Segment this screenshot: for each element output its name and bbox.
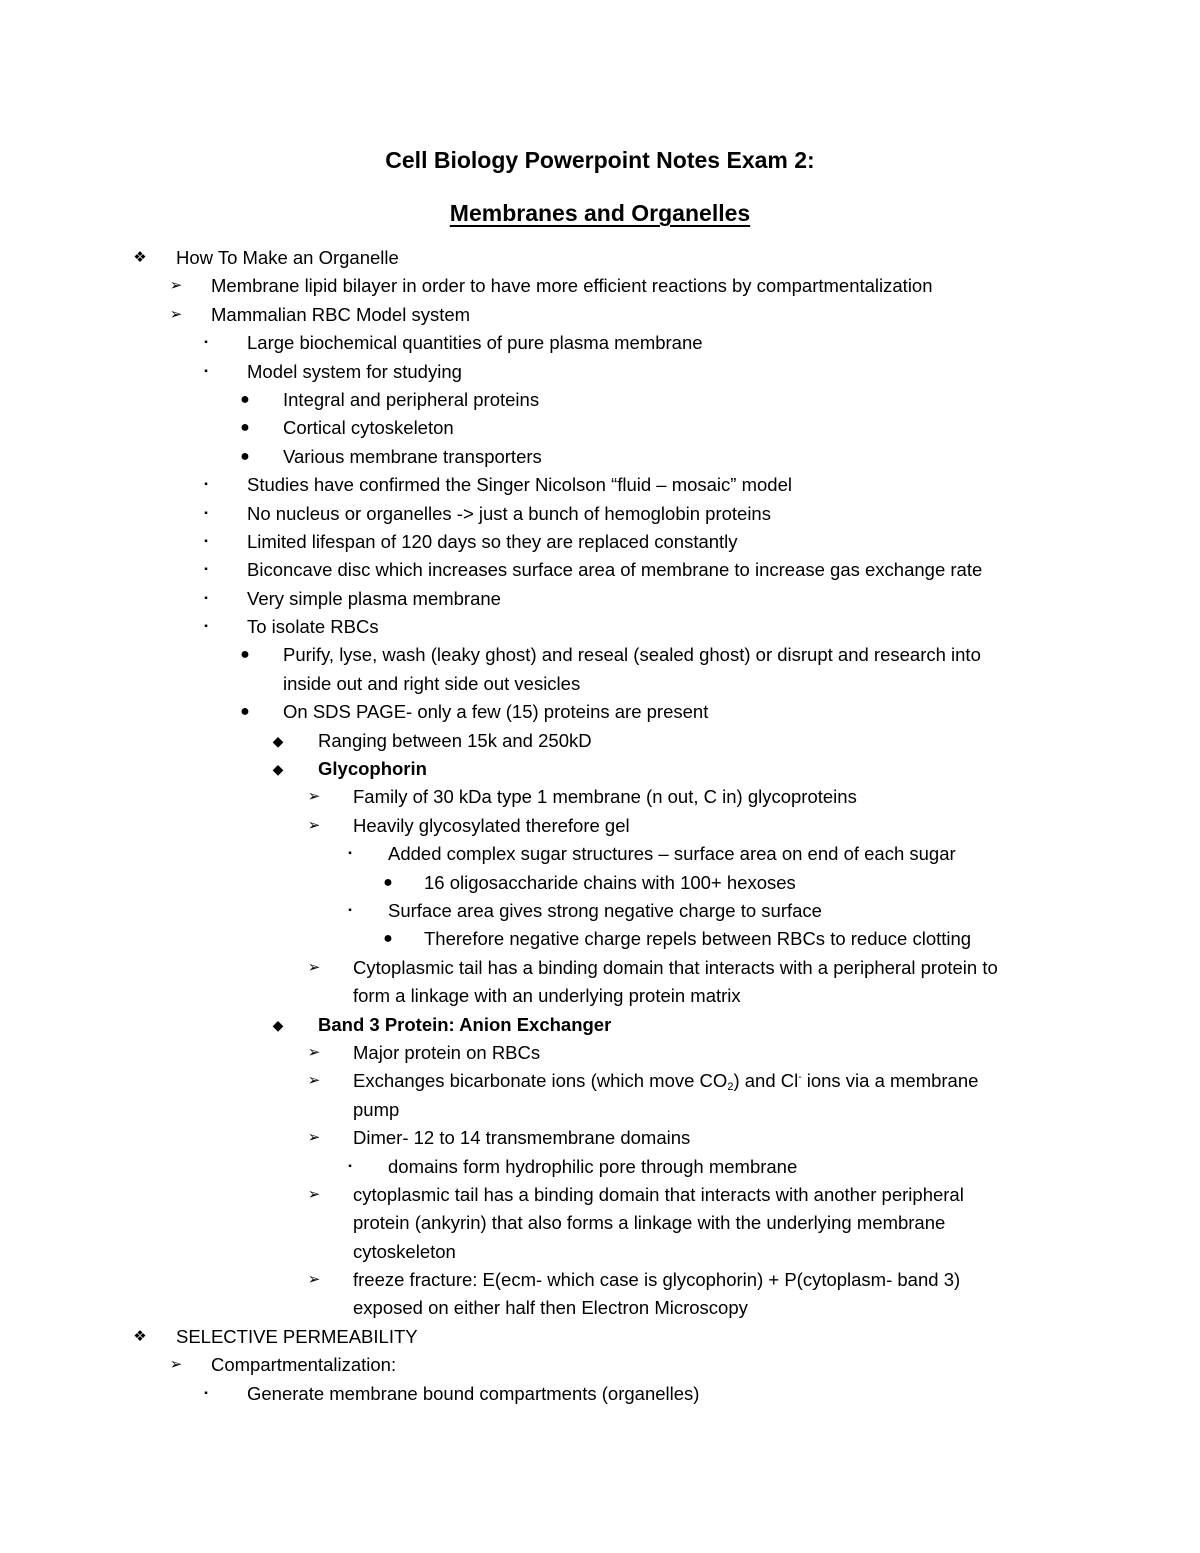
square-bullet-icon: ▪ — [204, 564, 208, 576]
outline-text: Family of 30 kDa type 1 membrane (n out, C in) glycoproteins — [353, 786, 857, 808]
dot-bullet-icon: ● — [240, 646, 250, 664]
subtitle-text: Membranes and Organelles — [449, 200, 751, 226]
outline-text: Added complex sugar structures – surface area on end of each sugar — [388, 843, 956, 865]
notes-outline — [0, 244, 1200, 1408]
outline-text: Integral and peripheral proteins — [283, 388, 540, 410]
arrow-bullet-icon: ➢ — [307, 1129, 321, 1147]
outline-line — [0, 1351, 1200, 1379]
dot-bullet-icon: ● — [240, 419, 250, 437]
diamond-bullet-icon: ❖ — [133, 249, 147, 266]
outline-line — [0, 812, 1200, 840]
diamond-small-bullet-icon: ◆ — [272, 732, 284, 749]
outline-text: Heavily glycosylated therefore gel — [353, 814, 630, 836]
square-bullet-icon: ▪ — [348, 848, 352, 860]
outline-text: exposed on either half then Electron Microscopy — [353, 1297, 748, 1319]
outline-text: Mammalian RBC Model system — [211, 303, 471, 325]
dot-bullet-icon: ● — [240, 703, 250, 721]
outline-line — [0, 500, 1200, 528]
arrow-bullet-icon: ➢ — [169, 277, 183, 295]
outline-text: Surface area gives strong negative charge to surface — [388, 899, 822, 921]
outline-line — [0, 1294, 1200, 1322]
outline-line — [0, 1181, 1200, 1209]
outline-text: SELECTIVE PERMEABILITY — [176, 1325, 418, 1347]
outline-text: protein (ankyrin) that also forms a linkage with the underlying membrane — [353, 1212, 946, 1234]
outline-line — [0, 301, 1200, 329]
arrow-bullet-icon: ➢ — [307, 1072, 321, 1090]
outline-text: Cortical cytoskeleton — [283, 417, 454, 439]
outline-line — [0, 528, 1200, 556]
outline-text: freeze fracture: E(ecm- which case is glycophorin) + P(cytoplasm- band 3) — [353, 1269, 961, 1291]
outline-text: Various membrane transporters — [283, 445, 542, 467]
arrow-bullet-icon: ➢ — [169, 1356, 183, 1374]
arrow-bullet-icon: ➢ — [307, 1043, 321, 1061]
outline-line — [0, 244, 1200, 272]
outline-text: form a linkage with an underlying protein matrix — [353, 985, 741, 1007]
square-bullet-icon: ▪ — [348, 1160, 352, 1172]
outline-line — [0, 471, 1200, 499]
arrow-bullet-icon: ➢ — [307, 1185, 321, 1203]
outline-text: How To Make an Organelle — [176, 247, 399, 268]
square-bullet-icon: ▪ — [204, 535, 208, 547]
outline-text: Limited lifespan of 120 days so they are replaced constantly — [247, 530, 738, 552]
outline-text: On SDS PAGE- only a few (15) proteins are present — [283, 701, 709, 723]
outline-line — [0, 1011, 1200, 1039]
dot-bullet-icon: ● — [383, 930, 393, 948]
arrow-bullet-icon: ➢ — [307, 788, 321, 806]
square-bullet-icon: ▪ — [204, 507, 208, 519]
outline-line — [0, 556, 1200, 584]
outline-line — [0, 925, 1200, 953]
square-bullet-icon: ▪ — [204, 592, 208, 604]
square-bullet-icon: ▪ — [204, 621, 208, 633]
outline-text: Purify, lyse, wash (leaky ghost) and reseal (sealed ghost) or disrupt and research into — [283, 644, 981, 666]
outline-text: To isolate RBCs — [247, 616, 379, 638]
outline-line — [0, 358, 1200, 386]
outline-line — [0, 1096, 1200, 1124]
square-bullet-icon: ▪ — [204, 1387, 208, 1399]
outline-text: Cytoplasmic tail has a binding domain that interacts with a peripheral protein to — [353, 956, 998, 978]
outline-line — [0, 954, 1200, 982]
square-bullet-icon: ▪ — [204, 365, 208, 377]
outline-text: Ranging between 15k and 250kD — [318, 729, 592, 751]
outline-text: Large biochemical quantities of pure plasma membrane — [247, 332, 703, 354]
diamond-bullet-icon: ❖ — [133, 1327, 147, 1345]
square-bullet-icon: ▪ — [204, 337, 208, 349]
outline-text: Therefore negative charge repels between RBCs to reduce clotting — [424, 928, 972, 950]
outline-text: Biconcave disc which increases surface area of membrane to increase gas exchange rate — [247, 559, 983, 581]
arrow-bullet-icon: ➢ — [307, 1271, 321, 1289]
dot-bullet-icon: ● — [240, 447, 250, 465]
outline-text: Compartmentalization: — [211, 1354, 397, 1376]
page-title: Cell Biology Powerpoint Notes Exam 2: — [385, 147, 815, 173]
outline-line — [0, 1209, 1200, 1237]
outline-text: domains form hydrophilic pore through membrane — [388, 1155, 798, 1177]
outline-text: pump — [353, 1098, 400, 1120]
outline-text: Membrane lipid bilayer in order to have more efficient reactions by compartmentalization — [211, 275, 933, 297]
outline-line — [0, 1266, 1200, 1294]
outline-text: No nucleus or organelles -> just a bunch of hemoglobin proteins — [247, 502, 771, 524]
outline-text: Studies have confirmed the Singer Nicolson “fluid – mosaic” model — [247, 474, 792, 496]
outline-line — [0, 1067, 1200, 1095]
outline-line — [0, 897, 1200, 925]
square-bullet-icon: ▪ — [348, 904, 352, 916]
outline-line — [0, 641, 1200, 669]
outline-line — [0, 670, 1200, 698]
outline-line — [0, 840, 1200, 868]
outline-line — [0, 1153, 1200, 1181]
outline-line — [0, 585, 1200, 613]
outline-line — [0, 414, 1200, 442]
diamond-small-bullet-icon: ◆ — [272, 761, 284, 778]
outline-text: Model system for studying — [247, 360, 462, 382]
outline-line — [0, 1323, 1200, 1351]
dot-bullet-icon: ● — [383, 873, 393, 891]
outline-line — [0, 1238, 1200, 1266]
outline-line — [0, 1039, 1200, 1067]
page-subtitle — [0, 198, 1200, 228]
square-bullet-icon: ▪ — [204, 479, 208, 491]
outline-text: Major protein on RBCs — [353, 1041, 541, 1063]
outline-text: Very simple plasma membrane — [247, 587, 501, 609]
arrow-bullet-icon: ➢ — [307, 816, 321, 834]
outline-text: cytoplasmic tail has a binding domain that interacts with another peripheral — [353, 1183, 964, 1205]
outline-line — [0, 613, 1200, 641]
outline-text: Dimer- 12 to 14 transmembrane domains — [353, 1127, 691, 1149]
outline-text: inside out and right side out vesicles — [283, 672, 581, 694]
dot-bullet-icon: ● — [240, 390, 250, 408]
outline-line — [0, 329, 1200, 357]
outline-text: Band 3 Protein: Anion Exchanger — [318, 1013, 612, 1035]
outline-text: Glycophorin — [318, 758, 427, 780]
outline-line — [0, 783, 1200, 811]
outline-line — [0, 272, 1200, 300]
diamond-small-bullet-icon: ◆ — [272, 1016, 284, 1033]
outline-text: cytoskeleton — [353, 1240, 456, 1262]
outline-text: 16 oligosaccharide chains with 100+ hexoses — [424, 871, 796, 893]
outline-line — [0, 698, 1200, 726]
arrow-bullet-icon: ➢ — [307, 958, 321, 976]
outline-line — [0, 386, 1200, 414]
outline-text: Exchanges bicarbonate ions (which move $CO_2$) and Cl- ions via a membrane — [353, 1070, 979, 1094]
outline-line — [0, 982, 1200, 1010]
outline-line — [0, 755, 1200, 783]
outline-text: Generate membrane bound compartments (organelles) — [247, 1382, 700, 1404]
outline-line — [0, 1380, 1200, 1408]
outline-line — [0, 727, 1200, 755]
outline-line — [0, 869, 1200, 897]
arrow-bullet-icon: ➢ — [169, 305, 183, 323]
outline-line — [0, 443, 1200, 471]
outline-line — [0, 1124, 1200, 1152]
